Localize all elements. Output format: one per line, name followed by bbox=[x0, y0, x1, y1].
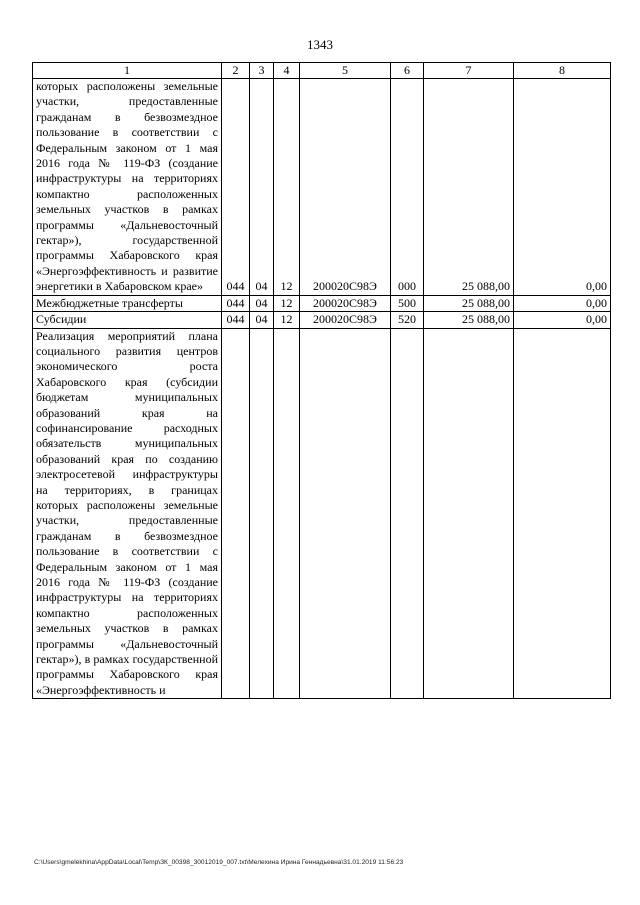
budget-table bbox=[32, 62, 611, 699]
row-code-subsection: 12 bbox=[274, 79, 300, 296]
row-expense-type: 000 bbox=[391, 79, 424, 296]
table-row bbox=[33, 295, 611, 311]
row-code-ministry bbox=[222, 328, 250, 699]
row-target-article: 200020С98Э bbox=[300, 79, 391, 296]
row-amount-2: 0,00 bbox=[514, 295, 611, 311]
row-name: Реализация мероприятий плана социального развития центров экономического роста Хабаровского края (субсидии бюджетам муниципальных образований края на софинансирование расходных обязательств муниципальных образований края по созданию электросетевой инфраструктуры на территориях, в границах которых расположены земельные участки, предоставленные гражданам в безвозмездное пользование в соответствии с Федеральным законом от 1 мая 2016 года № 119-ФЗ (создание инфраструктуры на территориях компактно расположенных земельных участков в рамках программы «Дальневосточный гектар»), в рамках государственной программы Хабаровского края «Энергоэффективность и bbox=[33, 328, 222, 699]
row-code-subsection bbox=[274, 328, 300, 699]
column-header-8: 8 bbox=[514, 63, 611, 79]
row-amount-1 bbox=[424, 328, 514, 699]
row-code-ministry: 044 bbox=[222, 312, 250, 328]
row-name: Субсидии bbox=[33, 312, 222, 328]
row-target-article: 200020С98Э bbox=[300, 312, 391, 328]
row-amount-2: 0,00 bbox=[514, 79, 611, 296]
row-code-section bbox=[250, 328, 274, 699]
row-code-ministry: 044 bbox=[222, 79, 250, 296]
column-header-4: 4 bbox=[274, 63, 300, 79]
row-code-subsection: 12 bbox=[274, 295, 300, 311]
row-expense-type: 520 bbox=[391, 312, 424, 328]
row-code-section: 04 bbox=[250, 295, 274, 311]
column-header-3: 3 bbox=[250, 63, 274, 79]
row-name: которых расположены земельные участки, предоставленные гражданам в безвозмездное пользование в соответствии с Федеральным законом от 1 мая 2016 года № 119-ФЗ (создание инфраструктуры на территориях компактно расположенных земельных участков в рамках программы «Дальневосточный гектар»), государственной программы Хабаровского края «Энергоэффективность и развитие энергетики в Хабаровском крае» bbox=[33, 79, 222, 296]
row-amount-1: 25 088,00 bbox=[424, 295, 514, 311]
row-code-subsection: 12 bbox=[274, 312, 300, 328]
table-row bbox=[33, 312, 611, 328]
row-expense-type bbox=[391, 328, 424, 699]
column-header-7: 7 bbox=[424, 63, 514, 79]
file-path-footer: C:\Users\gmelekhina\AppData\Local\Temp\ЗК_00398_30012019_007.txt\Мелехина Ирина Геннадьевна\31.01.2019 11:56:23 bbox=[34, 859, 404, 866]
page-number: 1343 bbox=[307, 37, 333, 52]
column-header-5: 5 bbox=[300, 63, 391, 79]
row-code-section: 04 bbox=[250, 79, 274, 296]
row-amount-2 bbox=[514, 328, 611, 699]
row-code-section: 04 bbox=[250, 312, 274, 328]
row-expense-type: 500 bbox=[391, 295, 424, 311]
row-amount-2: 0,00 bbox=[514, 312, 611, 328]
row-target-article: 200020С98Э bbox=[300, 295, 391, 311]
row-name: Межбюджетные трансферты bbox=[33, 295, 222, 311]
table-row bbox=[33, 328, 611, 699]
column-header-1: 1 bbox=[33, 63, 222, 79]
row-code-ministry: 044 bbox=[222, 295, 250, 311]
table-header-row bbox=[33, 63, 611, 79]
column-header-2: 2 bbox=[222, 63, 250, 79]
row-amount-1: 25 088,00 bbox=[424, 312, 514, 328]
row-amount-1: 25 088,00 bbox=[424, 79, 514, 296]
row-target-article bbox=[300, 328, 391, 699]
column-header-6: 6 bbox=[391, 63, 424, 79]
table-row bbox=[33, 79, 611, 296]
